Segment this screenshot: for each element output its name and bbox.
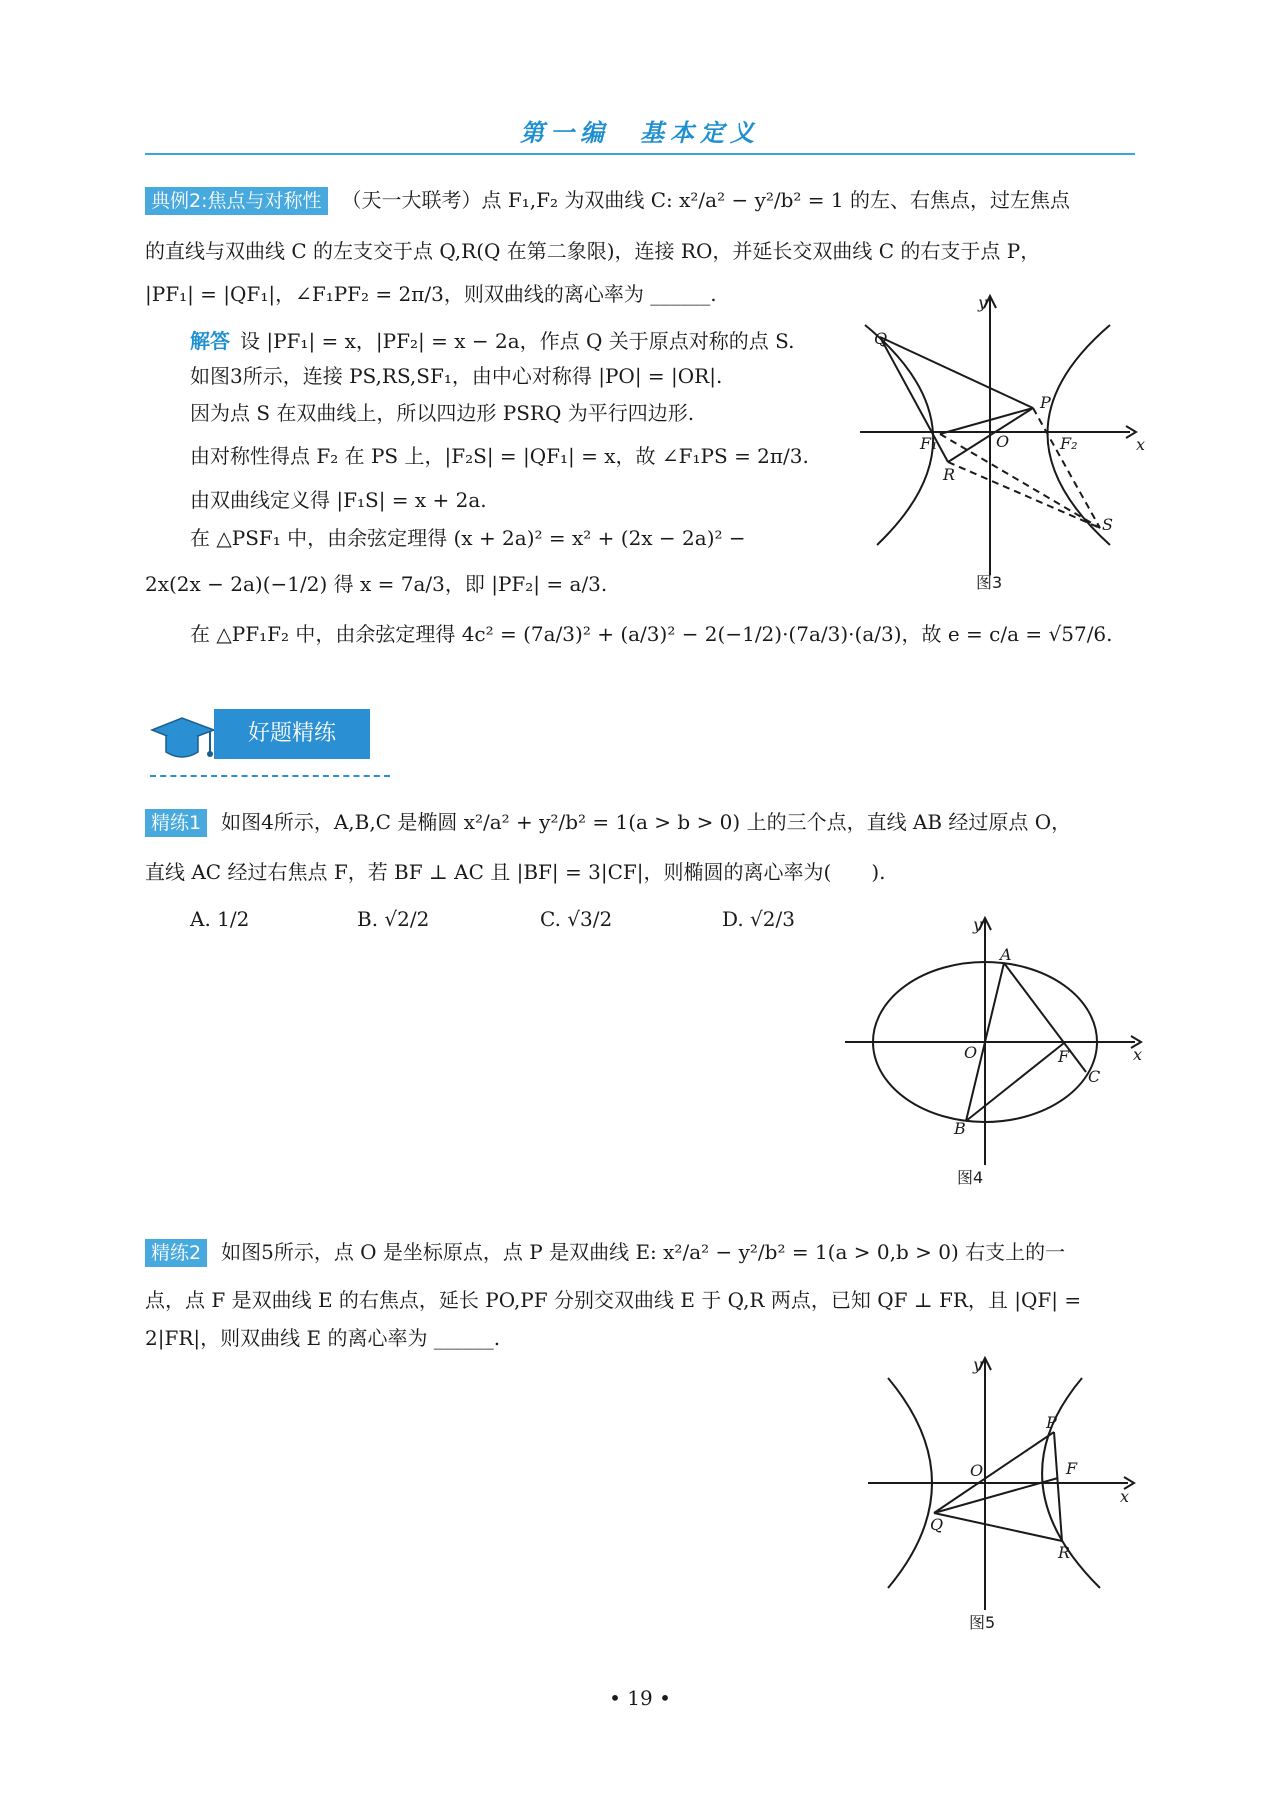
fig5-y-arrow — [979, 1358, 991, 1370]
practice1-line1 — [145, 808, 1135, 837]
solution-line-0 — [190, 327, 1180, 355]
practice1-option-c: C. √3/2 — [540, 907, 613, 931]
fig5-line-PR — [1054, 1432, 1062, 1541]
fig3-label-S: S — [1102, 515, 1113, 534]
solution-line-1: 如图3所示，连接 PS,RS,SF₁，由中心对称得 |PO| = |OR|. — [190, 364, 723, 388]
fig3-caption: 图3 — [976, 573, 1003, 592]
section-banner: 好题精练 — [214, 709, 370, 759]
chapter-header: 第一编 基本定义 — [520, 118, 760, 147]
fig5-label-F: F — [1066, 1459, 1078, 1478]
practice1-option-a: A. 1/2 — [190, 907, 250, 931]
fig5-x-arrow — [1124, 1477, 1134, 1489]
practice1-option-b: B. √2/2 — [357, 907, 430, 931]
fig5-right-branch — [1042, 1378, 1100, 1588]
fig5-label-Q: Q — [930, 1515, 944, 1534]
fig5-line-PQ — [934, 1432, 1054, 1513]
solution-label: 解答 — [190, 329, 230, 353]
fig3-label-P: P — [1040, 393, 1051, 412]
fig4-label-O: O — [964, 1043, 978, 1062]
fig3-label-O: O — [996, 432, 1010, 451]
fig5-label-y: y — [973, 1355, 983, 1374]
fig4-caption: 图4 — [957, 1168, 984, 1187]
graduation-cap-icon — [152, 718, 214, 757]
fig4-y-arrow — [979, 918, 991, 930]
fig5-label-R: R — [1058, 1543, 1071, 1562]
solution-line-3: 由对称性得点 F₂ 在 PS 上，|F₂S| = |QF₁| = x，故 ∠F₁PS = 2π/3. — [190, 444, 809, 468]
solution-line-5: 在 △PSF₁ 中，由余弦定理得 (x + 2a)² = x² + (2x − 2a)² − — [190, 526, 746, 550]
fig5-caption: 图5 — [969, 1613, 996, 1632]
fig3-label-Q: Q — [874, 329, 888, 348]
fig4-label-B: B — [954, 1119, 966, 1138]
practice2-line1 — [145, 1238, 1135, 1267]
fig4-label-x: x — [1133, 1045, 1143, 1064]
practice1-option-d: D. √2/3 — [722, 907, 795, 931]
fig5-label-P: P — [1046, 1413, 1057, 1432]
fig4-ellipse — [873, 962, 1097, 1122]
fig3-label-y: y — [978, 293, 988, 312]
fig4-label-y: y — [973, 915, 983, 934]
practice1-line2: 直线 AC 经过右焦点 F，若 BF ⊥ AC 且 |BF| = 3|CF|，则椭圆的离心率为( ). — [145, 860, 886, 884]
fig5-line-QR — [934, 1513, 1062, 1541]
practice2-line2: 点，点 F 是双曲线 E 的右焦点，延长 PO,PF 分别交双曲线 E 于 Q,R 两点，已知 QF ⊥ FR，且 |QF| = — [145, 1288, 1082, 1312]
fig5-line-QF — [934, 1478, 1058, 1513]
page-number: • 19 • — [609, 1686, 671, 1710]
fig4-line-AB — [966, 963, 1004, 1121]
fig4-x-arrow — [1131, 1036, 1141, 1048]
fig4-label-A: A — [1000, 945, 1012, 964]
solution-line-7: 在 △PF₁F₂ 中，由余弦定理得 4c² = (7a/3)² + (a/3)² − 2(−1/2)·(7a/3)·(a/3)，故 e = c/a = √57/6. — [190, 622, 1113, 646]
fig5-label-O: O — [970, 1461, 984, 1480]
practice1-line1-text: 如图4所示，A,B,C 是椭圆 x²/a² + y²/b² = 1(a > b > 0) 上的三个点，直线 AB 经过原点 O， — [221, 810, 1072, 834]
example2-tag: 典例2:焦点与对称性 — [145, 187, 328, 215]
fig4-label-C: C — [1088, 1067, 1101, 1086]
example2-line2: 的直线与双曲线 C 的左支交于点 Q,R(Q 在第二象限)，连接 RO，并延长交双曲线 C 的右支于点 P， — [145, 239, 1041, 263]
header-rule — [145, 153, 1135, 155]
example2-line1 — [145, 186, 1135, 215]
practice2-line1-text: 如图5所示，点 O 是坐标原点，点 P 是双曲线 E: x²/a² − y²/b² = 1(a > 0,b > 0) 右支上的一 — [221, 1240, 1066, 1264]
fig4-line-BF — [966, 1043, 1064, 1121]
fig3-label-F1: F₁ — [920, 434, 938, 453]
fig3-label-F2: F₂ — [1060, 434, 1078, 453]
fig4-line-AC — [1004, 963, 1086, 1072]
solution-line-2: 因为点 S 在双曲线上，所以四边形 PSRQ 为平行四边形. — [190, 401, 695, 425]
fig5-label-x: x — [1120, 1487, 1130, 1506]
example2-line1-text: （天一大联考）点 F₁,F₂ 为双曲线 C: x²/a² − y²/b² = 1 的左、右焦点，过左焦点 — [341, 188, 1070, 212]
solution-line-4: 由双曲线定义得 |F₁S| = x + 2a. — [190, 488, 487, 512]
example2-line3: |PF₁| = |QF₁|，∠F₁PF₂ = 2π/3，则双曲线的离心率为 ______. — [145, 282, 717, 306]
fig3-label-R: R — [943, 465, 956, 484]
section-underline — [150, 775, 390, 777]
fig3-x-arrow — [1126, 426, 1136, 438]
practice2-tag: 精练2 — [145, 1239, 207, 1267]
fig4-label-F: F — [1058, 1047, 1070, 1066]
solution-line-0-text: 设 |PF₁| = x，|PF₂| = x − 2a，作点 Q 关于原点对称的点 S. — [240, 329, 795, 353]
practice2-line3: 2|FR|，则双曲线 E 的离心率为 ______. — [145, 1326, 501, 1350]
fig3-label-x: x — [1136, 435, 1146, 454]
practice1-tag: 精练1 — [145, 809, 207, 837]
fig5-left-branch — [888, 1378, 932, 1588]
solution-line-6: 2x(2x − 2a)(−1/2) 得 x = 7a/3，即 |PF₂| = a/3. — [145, 572, 608, 596]
